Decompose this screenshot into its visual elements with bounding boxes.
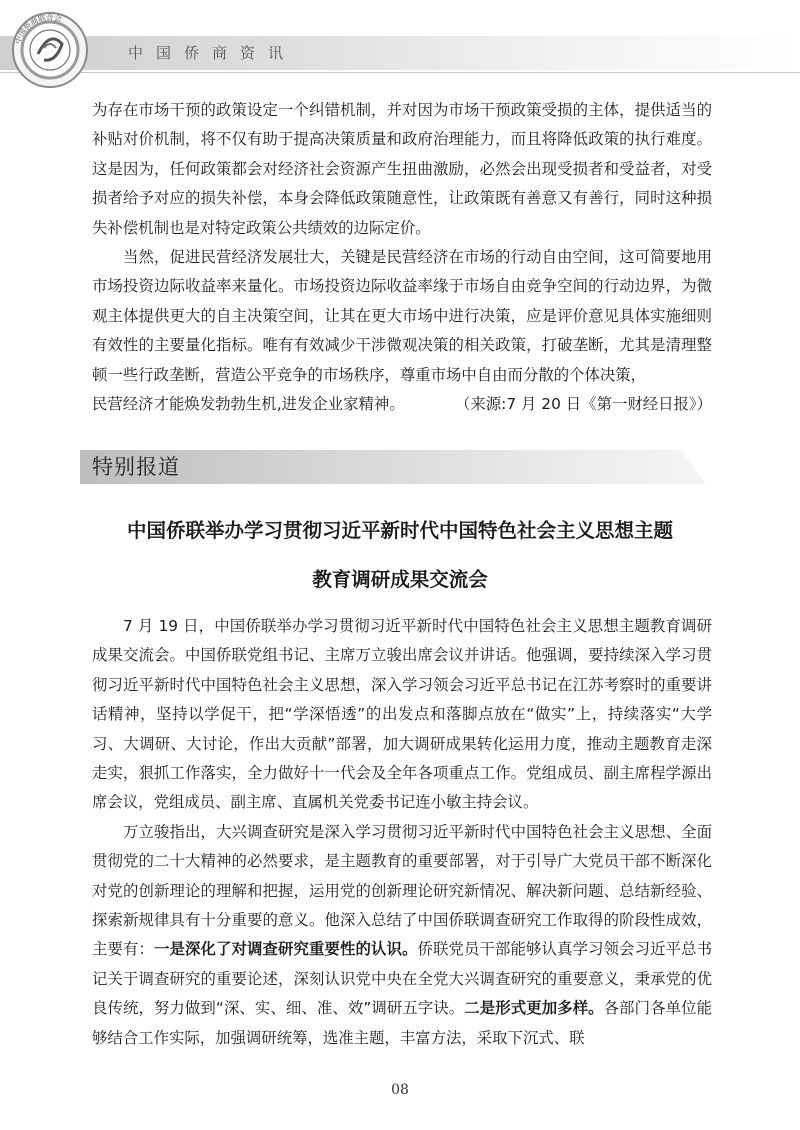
page-number: 08: [391, 1082, 409, 1098]
article-title-line-2: 教育调研成果交流会: [312, 568, 488, 591]
source-citation: （来源:7 月 20 日《第一财经日报》）: [454, 395, 712, 414]
header-divider: [0, 72, 800, 73]
key-point-1: 一是深化了对调查研究重要性的认识。: [154, 940, 418, 959]
previous-article-text: [92, 96, 712, 419]
closing-sentence: 民营经济才能焕发勃勃生机,进发企业家精神。: [92, 395, 405, 414]
intro-paragraph-1: 为存在市场干预的政策设定一个纠错机制，并对因为市场干预政策受损的主体，提供适当的补贴对价机制，将不仅有助于提高决策质量和政府治理能力，而且将降低政策的执行难度。这是因为，任何政策都会对经济社会资源产生扭曲激励，必然会出现受损者和受益者，对受损者给予对应的损失补偿，本身会降低政策随意性，让政策既有善意又有善行，同时这种损失补偿机制也是对特定政策公共绩效的边际定价。: [92, 101, 712, 237]
intro-paragraph-2: 当然，促进民营经济发展壮大，关键是民营经济在市场的行动自由空间，这可简要地用市场投资边际收益率来量化。市场投资边际收益率缘于市场自由竞争空间的行动边界，为微观主体提供更大的自主决策空间，让其在更大市场中进行决策，应是评价意见具体实施细则有效性的主要量化指标。唯有有效减少干涉微观决策的相关政策，打破垄断，尤其是清理整顿一些行政垄断，营造公平竞争的市场秩序，尊重市场中自由而分散的个体决策，: [92, 248, 712, 384]
article-paragraph-2: [92, 818, 712, 1053]
article-paragraph-2-part-a: 万立骏指出，大兴调查研究是深入学习贯彻习近平新时代中国特色社会主义思想、全面贯彻党的二十大精神的必然要求，是主题教育的重要部署，对于引导广大党员干部不断深化对党的创新理论的理解和把握，运用党的创新理论研究新情况、解决新问题、总结新经验、探索新规律具有十分重要的意义。他深入总结了中国侨联调查研究工作取得的阶段性成效，主要有：: [92, 822, 712, 959]
header-band: [0, 36, 800, 70]
federation-logo-icon: [4, 4, 96, 88]
article-body: [92, 612, 712, 1053]
section-title: 特别报道: [92, 455, 180, 479]
article-title-line-1: 中国侨联举办学习贯彻习近平新时代中国特色社会主义思想主题: [126, 519, 673, 542]
page-header: [0, 0, 800, 80]
source-line: [92, 390, 712, 419]
article-paragraph-1: 7 月 19 日，中国侨联举办学习贯彻习近平新时代中国特色社会主义思想主题教育调研成果交流会。中国侨联党组书记、主席万立骏出席会议并讲话。他强调，要持续深入学习贯彻习近平新时代中国特色社会主义思想，深入学习领会习近平总书记在江苏考察时的重要讲话精神，坚持以学促干，把“学深悟透”的出发点和落脚点放在“做实”上，持续落实“大学习、大调研、大讨论，作出大贡献”部署，加大调研成果转化运用力度，推动主题教育走深走实，狠抓工作落实，全力做好十一代会及全年各项重点工作。党组成员、副主席程学源出席会议，党组成员、副主席、直属机关党委书记连小敏主持会议。: [92, 617, 712, 812]
article-paragraph-2-part-c: 各部门各单位能够结合工作实际，加强调研统筹，选准主题，丰富方法，采取下沉式、联: [92, 999, 712, 1047]
article-paragraph-2-part-b: 侨联党员干部能够认真学习领会习近平总书记关于调查研究的重要论述，深刻认识党中央在全党大兴调查研究的重要意义，秉承党的优良传统，努力做到“深、实、细、准、效”调研五字诀。: [92, 940, 712, 1018]
key-point-2: 二是形式更加多样。: [464, 999, 604, 1018]
header-title: 中国侨商资讯: [128, 44, 297, 62]
svg-text:中国侨商联合会: 中国侨商联合会: [13, 12, 63, 45]
